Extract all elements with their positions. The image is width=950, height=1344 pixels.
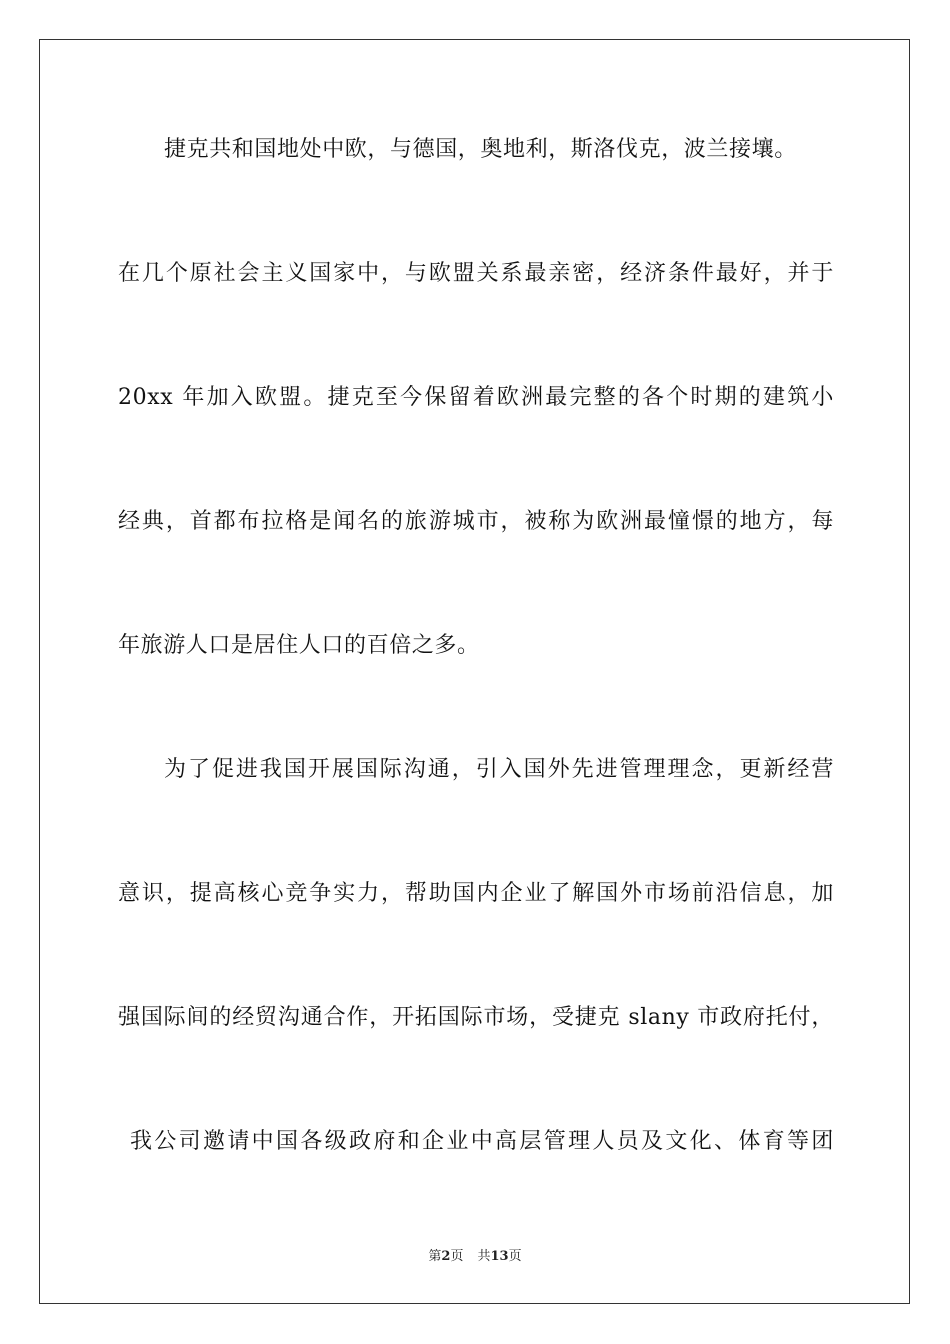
footer-current-page: 2 [441, 1249, 451, 1264]
paragraph-1-line-3: 20xx 年加入欧盟。捷克至今保留着欧洲最完整的各个时期的建筑小 [118, 385, 834, 410]
paragraph-1-line-1: 捷克共和国地处中欧，与德国，奥地利，斯洛伐克，波兰接壤。 [164, 137, 797, 162]
paragraph-1-line-5: 年旅游人口是居住人口的百倍之多。 [118, 633, 480, 658]
paragraph-2-line-2: 意识，提高核心竞争实力，帮助国内企业了解国外市场前沿信息，加 [118, 881, 834, 906]
footer-total-suffix: 页 [508, 1249, 522, 1264]
page-footer [0, 1248, 950, 1266]
paragraph-2-line-3: 强国际间的经贸沟通合作，开拓国际市场，受捷克 slany 市政府托付， [118, 1005, 834, 1030]
footer-prefix: 第 [428, 1249, 442, 1264]
paragraph-1-line-2: 在几个原社会主义国家中，与欧盟关系最亲密，经济条件最好，并于 [118, 261, 834, 286]
paragraph-2-line-1: 为了促进我国开展国际沟通，引入国外先进管理理念，更新经营 [164, 757, 834, 782]
footer-total-pages: 13 [490, 1249, 509, 1264]
page-border [39, 39, 910, 1304]
paragraph-2-line-4: 我公司邀请中国各级政府和企业中高层管理人员及文化、体育等团 [130, 1129, 834, 1154]
footer-total-prefix: 共 [477, 1249, 491, 1264]
footer-page-suffix: 页 [450, 1249, 464, 1264]
paragraph-1-line-4: 经典，首都布拉格是闻名的旅游城市，被称为欧洲最憧憬的地方，每 [118, 509, 834, 534]
